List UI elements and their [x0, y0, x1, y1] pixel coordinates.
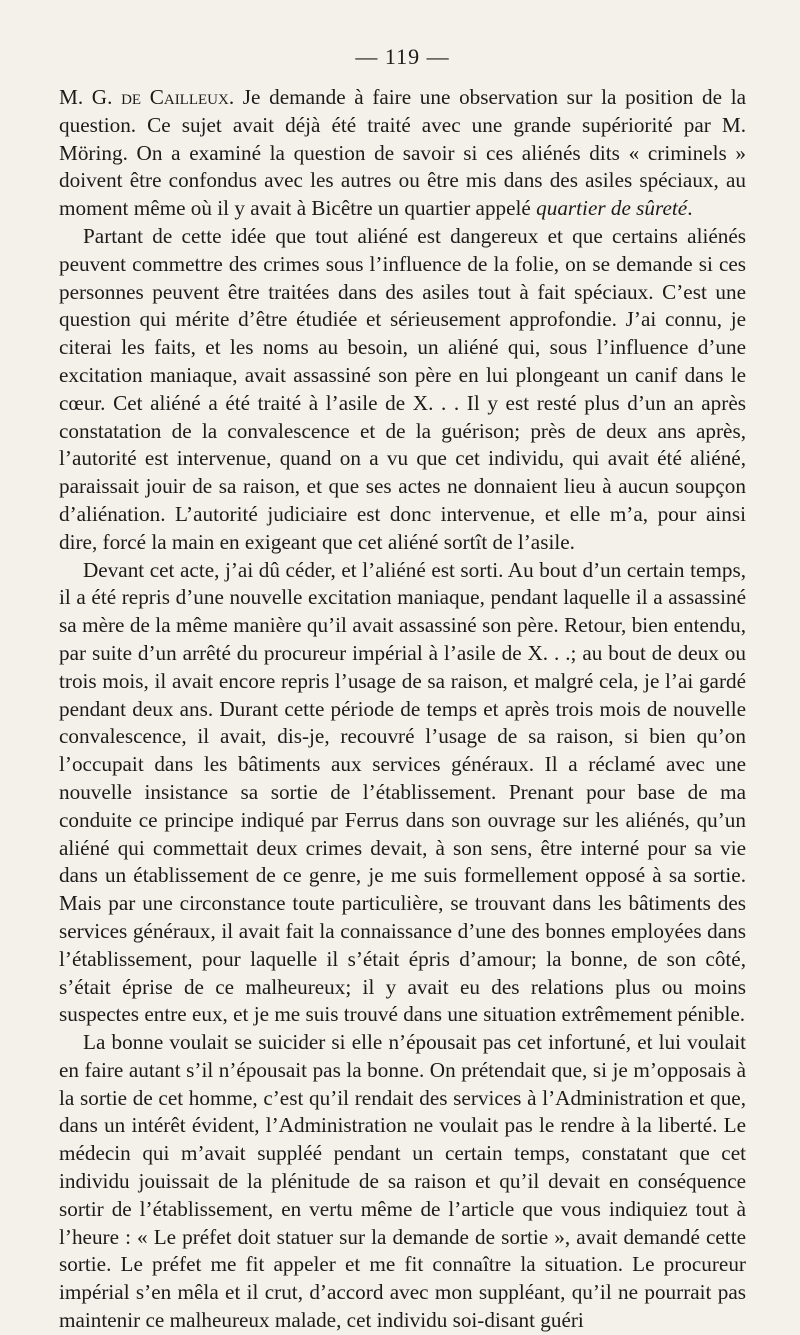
paragraph-1-emphasis: quartier de sûreté	[536, 196, 688, 221]
paragraph-1-text-after: .	[687, 196, 693, 221]
paragraph-1-text-before: Je demande à faire une observation sur la position de la question. Ce sujet avait déjà été traité avec une grande supériorité par M. Möring. On a examiné la question de savoir si ces aliénés dits « criminels » doivent être confondus avec les autres ou être mis dans des asiles spéciaux, au moment même où il y avait à Bicêtre un quartier appelé	[59, 85, 746, 221]
paragraph-2: Partant de cette idée que tout aliéné est dangereux et que certains aliénés peuvent commettre des crimes sous l’influence de la folie, on se demande si ces personnes peuvent être traitées dans des asiles tout à fait spéciaux. C’est une question qui mérite d’être étudiée et sérieusement approfondie. J’ai connu, je citerai les faits, et les noms au besoin, un aliéné qui, sous l’influence d’une excitation maniaque, avait assassiné son père en lui plongeant un canif dans le cœur. Cet aliéné a été traité à l’asile de X. . . Il y est resté plus d’un an après constatation de la convalescence et de la guérison; près de deux ans après, l’autorité est intervenue, quand on a vu que cet individu, qui avait été aliéné, paraissait jouir de sa raison, et que ses actes ne donnaient lieu à aucun soupçon d’aliénation. L’autorité judiciaire est donc intervenue, et elle m’a, pour ainsi dire, forcé la main en exigeant que cet aliéné sortît de l’asile.	[59, 223, 746, 554]
page-number: — 119 —	[355, 44, 450, 69]
speaker-name: M. G. de Cailleux.	[59, 85, 235, 109]
paragraph-1	[59, 84, 746, 223]
paragraph-3: Devant cet acte, j’ai dû céder, et l’aliéné est sorti. Au bout d’un certain temps, il a été repris d’une nouvelle excitation maniaque, pendant laquelle il a assassiné sa mère de la même manière qu’il avait assassiné son père. Retour, bien entendu, par suite d’un arrêté du procureur impérial à l’asile de X. . .; au bout de deux ou trois mois, il avait encore repris l’usage de sa raison, et malgré cela, je l’ai gardé pendant deux ans. Durant cette période de temps et après trois mois de nouvelle convalescence, il avait, dis-je, recouvré l’usage de sa raison, si bien qu’on l’occupait dans les bâtiments aux services généraux. Il a réclamé avec une nouvelle insistance sa sortie de l’établissement. Prenant pour base de ma conduite ce principe indiqué par Ferrus dans son ouvrage sur les aliénés, qu’un aliéné qui commettait deux crimes devait, à son sens, être interné pour sa vie dans un établissement de ce genre, je me suis formellement opposé à sa sortie. Mais par une circonstance toute particulière, se trouvant dans les bâtiments des services généraux, il avait fait la connaissance d’une des bonnes employées dans l’établissement, pour laquelle il s’était épris d’amour; la bonne, de son côté, s’était éprise de ce malheureux; il y avait eu des relations plus ou moins suspectes entre eux, et je me suis trouvé dans une situation extrêmement pénible.	[59, 557, 746, 1027]
paragraph-4: La bonne voulait se suicider si elle n’épousait pas cet infortuné, et lui voulait en faire autant s’il n’épousait pas la bonne. On prétendait que, si je m’opposais à la sortie de cet homme, c’est qu’il rendait des services à l’Administration et que, dans un intérêt évident, l’Administration ne voulait pas le rendre à la liberté. Le médecin qui m’avait suppléé pendant un certain temps, constatant que cet individu jouissait de la plénitude de sa raison et qu’il devait en conséquence sortir de l’établissement, en vertu même de l’article que vous indiquiez tout à l’heure : « Le préfet doit statuer sur la demande de sortie », avait demandé cette sortie. Le préfet me fit appeler et me fit connaître la situation. Le procureur impérial s’en mêla et il crut, d’accord avec mon suppléant, qu’il ne pourrait pas maintenir ce malheureux malade, cet individu soi-disant guéri	[59, 1030, 746, 1333]
